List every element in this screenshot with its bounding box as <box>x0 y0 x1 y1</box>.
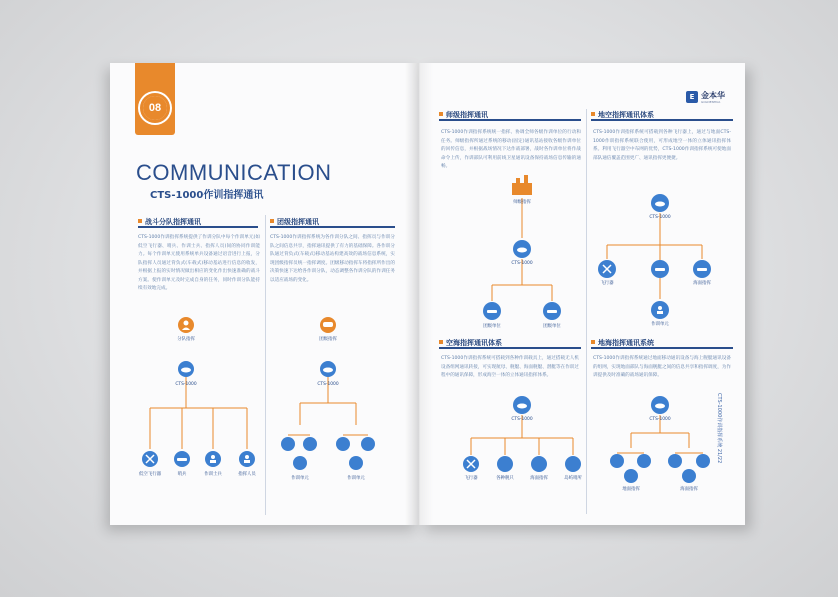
section-body-ground-air: CTS-1000作训指挥系统可搭载到各种飞行器上，通过与地面CTS-1000作训指挥系统联合使用，可形成地空一体的立体通讯指挥体系。利用飞行器空中布网的优势，CTS-1000作训指挥系统可使地面部队通信覆盖范围更广、通讯指挥更便捷。 <box>593 130 731 161</box>
right-page <box>419 63 745 525</box>
section-body-air-sea: CTS-1000作训指挥系统可搭载到各种作训载具上，通过搭载无人机设备组网通讯转接，可实现航母、舰艇、海面舰艇、潜艇等在作训过程中的通讯保障，形成海空一体的立体通讯指挥体系。 <box>441 356 579 378</box>
page-subtitle: CTS-1000作训指挥通讯 <box>150 190 264 201</box>
diagram-label-regiment-unit-2: 团级单位 <box>543 324 561 329</box>
page-footer-text: CTS-1000作训指挥系统 21/22 <box>716 393 722 464</box>
diagram-label-aircraft: 飞行器 <box>600 281 614 286</box>
diagram-label-combat-unit: 作训单元 <box>291 476 309 481</box>
brand-logo-icon: E <box>686 91 698 103</box>
diagram-label-regiment-command: 团级指挥 <box>319 337 337 342</box>
diagram-label-cts-4: CTS-1000 <box>649 215 671 220</box>
diagram-label-sentry: 哨兵 <box>177 472 187 477</box>
diagram-label-soldier: 作训士兵 <box>204 472 222 477</box>
diagram-label-commander: 指挥人员 <box>238 472 256 477</box>
brand-name: 金本华 <box>701 91 725 100</box>
diagram-label-cts-5: CTS-1000 <box>511 417 533 422</box>
page-title: COMMUNICATION <box>136 160 332 185</box>
right-diagrams <box>419 63 745 525</box>
diagram-label-ground-command: 地面指挥 <box>622 487 640 492</box>
section-body-division: CTS-1000作训指挥系统统一指挥、协调全师各级作训单位的行动和任务。师级指挥所通过系统的移动(固定)通讯基站接收各级作训单位的回传信息，并根据战场情况下达作战部署，战时各作训单位将作战命令上传，作训部队可利用前线卫星通讯设备保持战场信息传输的通畅。 <box>441 130 581 169</box>
diagram-label-sea-command: 海面指挥 <box>693 281 711 286</box>
left-page <box>110 63 419 525</box>
diagram-label-combat-unit-3: 作训单元 <box>651 322 669 327</box>
diagram-label-division-command: 师级指挥 <box>513 200 531 205</box>
section-heading-combat: 战斗分队指挥通讯 <box>138 218 258 228</box>
diagram-label-squad-command: 分队指挥 <box>177 337 195 342</box>
diagram-label-combat-unit-2: 作训单元 <box>347 476 365 481</box>
section-heading-land-sea: 地海指挥通讯系统 <box>591 339 733 349</box>
diagram-label-cts-3: CTS-1000 <box>511 261 533 266</box>
diagram-label-cts-1: CTS-1000 <box>175 382 197 387</box>
section-heading-regiment: 团级指挥通讯 <box>270 218 395 228</box>
brand-name-en: GOLDENHUA <box>701 100 721 104</box>
diagram-label-sea-command-3: 海面指挥 <box>680 487 698 492</box>
diagram-label-aircraft-2: 飞行器 <box>464 476 478 481</box>
diagram-label-cts-2: CTS-1000 <box>317 382 339 387</box>
chapter-number: 08 <box>143 96 167 120</box>
diagram-label-ship: 各种舰只 <box>496 476 514 481</box>
section-body-combat: CTS-1000作训指挥系统提供了作训分队中每个作训单元(如低空飞行器、哨兵、作训士兵、指挥人员)间的协同作训能力。每个作训单元使用系统单兵设备通过语音进行上报，分队指挥人员通过背负式(车载式)移动基站进行信息的收发，并根据上报的实时情况做出相应的变化作出快速准确的战斗方案。使作训单元及时完成自身的任务，同时作训分队能持续有效地完成。 <box>138 235 260 291</box>
diagram-label-island-post: 岛屿哨所 <box>564 476 582 481</box>
diagram-label-cts-6: CTS-1000 <box>649 417 671 422</box>
section-heading-ground-air: 地空指挥通讯体系 <box>591 111 733 121</box>
diagram-label-drone: 低空飞行器 <box>139 472 161 477</box>
section-heading-division: 师级指挥通讯 <box>439 111 581 121</box>
left-diagrams <box>110 63 419 525</box>
section-body-regiment: CTS-1000作训指挥系统为各作训分队之间、指挥员与作训分队之间信息共享，指挥通讯提供了有力的基础保障。各作训分队通过背负式(车载式)移动基站构建高效的战场信息系统，实现团级指挥员统一指挥调度。团级移动指挥车将指挥所作出的决策快速下达给各作训分队，动态调整各作训分队的作训任务以适应战场的变化。 <box>270 235 395 283</box>
section-heading-air-sea: 空海指挥通讯体系 <box>439 339 581 349</box>
section-body-land-sea: CTS-1000作训指挥系统通过地面移动通讯设备与海上舰艇通讯设备的组网，实现地面部队与海面舰艇之间的信息共享和指挥调度，为作训提供及时准确的战场通讯保障。 <box>593 356 731 378</box>
diagram-label-sea-command-2: 海面指挥 <box>530 476 548 481</box>
diagram-label-regiment-unit: 团级单位 <box>483 324 501 329</box>
